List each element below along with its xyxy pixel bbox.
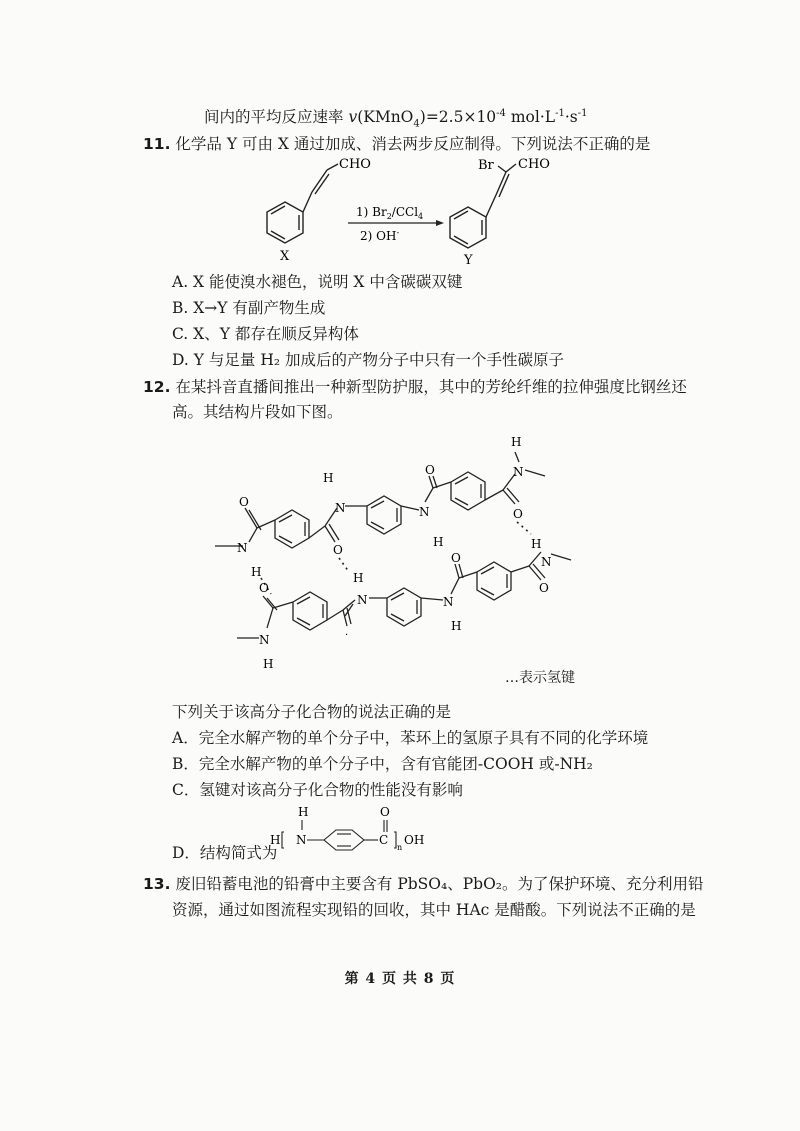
br-label: Br <box>478 158 494 173</box>
q12-option-b: B．完全水解产物的单个分子中，含有官能团-COOH 或-NH₂ <box>172 755 593 773</box>
atom-o-1: O <box>239 495 249 509</box>
atom-n-2: N <box>335 501 346 515</box>
atom-h-5: H <box>531 537 542 551</box>
rate-kmno: (KMnO <box>357 108 414 127</box>
q11-number: 11. <box>143 135 171 153</box>
page-footer: 第 4 页 共 8 页 <box>344 971 456 987</box>
rate-unit: mol·L <box>505 108 556 127</box>
formula-h-left: H <box>270 833 281 847</box>
q13-stem-text-1: 废旧铅蓄电池的铅膏中主要含有 PbSO₄、PbO₂。为了保护环境、充分利用铅 <box>175 875 704 893</box>
option-d-formula <box>270 804 430 864</box>
atom-o-3: O <box>425 463 435 477</box>
label-x: X <box>280 249 290 264</box>
rate-unit2: ·s <box>564 108 578 127</box>
formula-c: C <box>379 833 389 847</box>
formula-n: N <box>296 833 307 847</box>
cho-label-x: CHO <box>339 157 371 172</box>
formula-sub-n: n <box>397 843 403 852</box>
atom-h-8: H <box>451 619 462 633</box>
atom-h-7: H <box>353 571 364 585</box>
formula-h-top: H <box>298 805 309 819</box>
atom-h-6: H <box>263 657 274 671</box>
q11-option-d: D. Y 与足量 H₂ 加成后的产物分子中只有一个手性碳原子 <box>172 351 564 369</box>
aramid-structure-diagram <box>215 430 595 690</box>
formula-o-top: O <box>380 805 390 819</box>
rate-eq: )=2.5×10 <box>419 108 497 127</box>
q12-question: 下列关于该高分子化合物的说法正确的是 <box>172 703 452 721</box>
q13-stem-1 <box>143 874 704 894</box>
hydrogen-bond-legend: …表示氢键 <box>505 670 575 686</box>
q12-stem-2: 高。其结构片段如下图。 <box>172 403 343 421</box>
q11-option-b: B. X→Y 有副产物生成 <box>172 299 326 317</box>
condition-2: 2) OH- <box>360 228 400 243</box>
q13-number: 13. <box>143 875 171 893</box>
q11-stem-text: 化学品 Y 可由 X 通过加成、消去两步反应制得。下列说法不正确的是 <box>175 135 651 153</box>
q12-option-a: A．完全水解产物的单个分子中，苯环上的氢原子具有不同的化学环境 <box>172 729 649 747</box>
atom-o-7: O <box>539 581 549 595</box>
reaction-arrowhead <box>436 220 444 226</box>
atom-o-4: O <box>513 507 523 521</box>
rate-line <box>204 104 587 134</box>
benzene-ring-x <box>267 164 338 243</box>
q12-number: 12. <box>143 378 171 396</box>
atom-n-7: N <box>357 593 368 607</box>
cho-label-y: CHO <box>518 157 550 172</box>
atom-n-3: N <box>419 505 430 519</box>
formula-oh: OH <box>404 833 425 847</box>
rate-prefix: 间内的平均反应速率 <box>204 108 349 127</box>
atom-n-8: N <box>443 595 454 609</box>
q12-option-c: C．氢键对该高分子化合物的性能没有影响 <box>172 781 463 799</box>
q11-option-a: A. X 能使溴水褪色，说明 X 中含碳碳双键 <box>172 273 463 291</box>
atom-h-1: H <box>251 565 262 579</box>
atom-n-5: N <box>541 555 552 569</box>
rate-sup2: -1 <box>555 108 565 119</box>
polymer-bonds <box>215 452 571 638</box>
q11-reaction-scheme <box>240 150 580 270</box>
atom-n-6: N <box>259 633 270 647</box>
q13-stem-2: 资源，通过如图流程实现铅的回收，其中 HAc 是醋酸。下列说法不正确的是 <box>172 901 696 919</box>
rate-v: v <box>348 108 358 127</box>
condition-1: 1) $Br_2/CCl_4$ <box>356 205 424 221</box>
atom-o-5: O <box>259 581 269 595</box>
q12-stem-text-1: 在某抖音直播间推出一种新型防护服，其中的芳纶纤维的拉伸强度比钢丝还 <box>175 378 687 396</box>
q11-option-c: C. X、Y 都存在顺反异构体 <box>172 325 359 343</box>
atom-n-1: N <box>237 541 248 555</box>
atom-o-6: O <box>451 551 461 565</box>
atom-h-3: H <box>433 535 444 549</box>
q12-stem-1 <box>143 377 687 397</box>
atom-o-2: O <box>333 543 343 557</box>
label-y: Y <box>464 253 473 268</box>
rate-sup: -4 <box>496 108 506 119</box>
rate-sup3: -1 <box>577 108 588 119</box>
dot-1: · <box>345 630 349 641</box>
atom-h-4: H <box>511 435 522 449</box>
benzene-ring-y <box>450 164 516 248</box>
q12-option-d: D．结构简式为 <box>172 844 278 862</box>
rate-sub: 4 <box>413 118 420 130</box>
hydrogen-bond-dots <box>261 522 531 594</box>
atom-h-2: H <box>323 471 334 485</box>
atom-n-4: N <box>513 465 524 479</box>
